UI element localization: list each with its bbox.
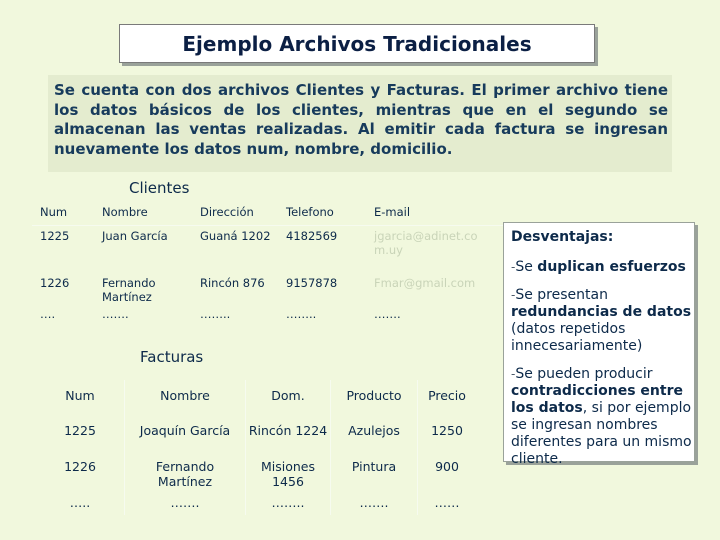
header-cell: Nombre (125, 380, 246, 420)
item-rest: (datos repetidos innecesariamente) (511, 321, 643, 354)
item-prefix: Se presentan (515, 287, 608, 303)
table-cell: ……. (374, 307, 401, 321)
desventaja-item (511, 259, 694, 276)
table-cell: ……. (125, 492, 246, 515)
bullet-dash: - (511, 367, 516, 381)
clientes-label: Clientes (129, 179, 190, 197)
clientes-table (32, 202, 504, 329)
table-cell: Pintura (331, 456, 418, 492)
table-cell: ….. (69, 495, 91, 510)
table-row (32, 226, 504, 274)
table-row (36, 420, 476, 456)
table-cell: 4182569 (286, 229, 338, 243)
table-cell: …….. (246, 492, 331, 515)
item-bold: redundancias de datos (511, 304, 692, 320)
header-cell: Producto (331, 380, 418, 420)
header-cell: Nombre (94, 202, 192, 226)
table-row (32, 273, 504, 304)
header-cell: Dom. (246, 380, 331, 420)
facturas-table (36, 380, 476, 515)
table-cell: ……. (331, 492, 418, 515)
slide-title (119, 24, 595, 63)
table-cell: Fernando Martínez (125, 456, 246, 492)
slide-title-text: Ejemplo Archivos Tradicionales (182, 31, 532, 56)
table-cell: 1226 (40, 276, 70, 290)
table-cell: Rincón 876 (200, 276, 265, 290)
bullet-dash: - (511, 260, 516, 274)
header-cell: Telefono (278, 202, 366, 226)
item-rest: , si por ejemplo se ingresan nombres diferentes para un mismo cliente. (511, 400, 692, 467)
intro-paragraph: Se cuenta con dos archivos Clientes y Facturas. El primer archivo tiene los datos básicos de los clientes, mientras que en el segundo se almacenan las ventas realizadas. Al emitir cada factura se ingresan nuevamente los datos num, nombre, domicilio. (48, 75, 672, 172)
table-cell: …….. (200, 307, 231, 321)
header-cell: Dirección (192, 202, 278, 226)
item-prefix: Se (515, 259, 538, 275)
table-cell: Azulejos (331, 420, 418, 456)
table-cell: Fernando Martínez (102, 276, 156, 304)
header-cell: Num (65, 388, 95, 403)
table-cell: Guaná 1202 (200, 229, 271, 243)
table-cell-email: jgarcia@adinet.co m.uy (374, 229, 478, 257)
desventajas-box (503, 222, 695, 467)
table-row (36, 456, 476, 492)
table-header-row (36, 380, 476, 420)
desventaja-item (511, 287, 694, 355)
table-cell-email: Fmar@gmail.com (374, 276, 476, 290)
table-cell: 1225 (40, 229, 70, 243)
table-cell: 1225 (64, 423, 96, 438)
table-cell: Rincón 1224 (246, 420, 331, 456)
table-cell: …….. (286, 307, 317, 321)
table-cell: 1226 (64, 459, 96, 474)
header-cell: Precio (418, 380, 477, 420)
item-prefix: Se pueden producir (515, 366, 653, 382)
table-cell: 900 (418, 456, 477, 492)
desventaja-item (511, 366, 694, 468)
table-row (32, 304, 504, 329)
header-cell: Num (32, 202, 94, 226)
facturas-label: Facturas (140, 348, 204, 366)
desventajas-title: Desventajas: (511, 229, 614, 245)
table-row (36, 492, 476, 515)
table-cell: Misiones 1456 (246, 456, 331, 492)
table-cell: Joaquín García (125, 420, 246, 456)
table-cell: 1250 (418, 420, 477, 456)
table-cell: …. (40, 307, 56, 321)
item-bold: contradicciones entre los datos (511, 383, 683, 416)
table-cell: 9157878 (286, 276, 338, 290)
bullet-dash: - (511, 288, 516, 302)
header-cell: E-mail (366, 202, 504, 226)
table-cell: ……. (102, 307, 129, 321)
table-cell: Juan García (102, 229, 168, 243)
table-header-row (32, 202, 504, 226)
table-cell: …… (418, 492, 477, 515)
item-bold: duplican esfuerzos (537, 259, 686, 275)
